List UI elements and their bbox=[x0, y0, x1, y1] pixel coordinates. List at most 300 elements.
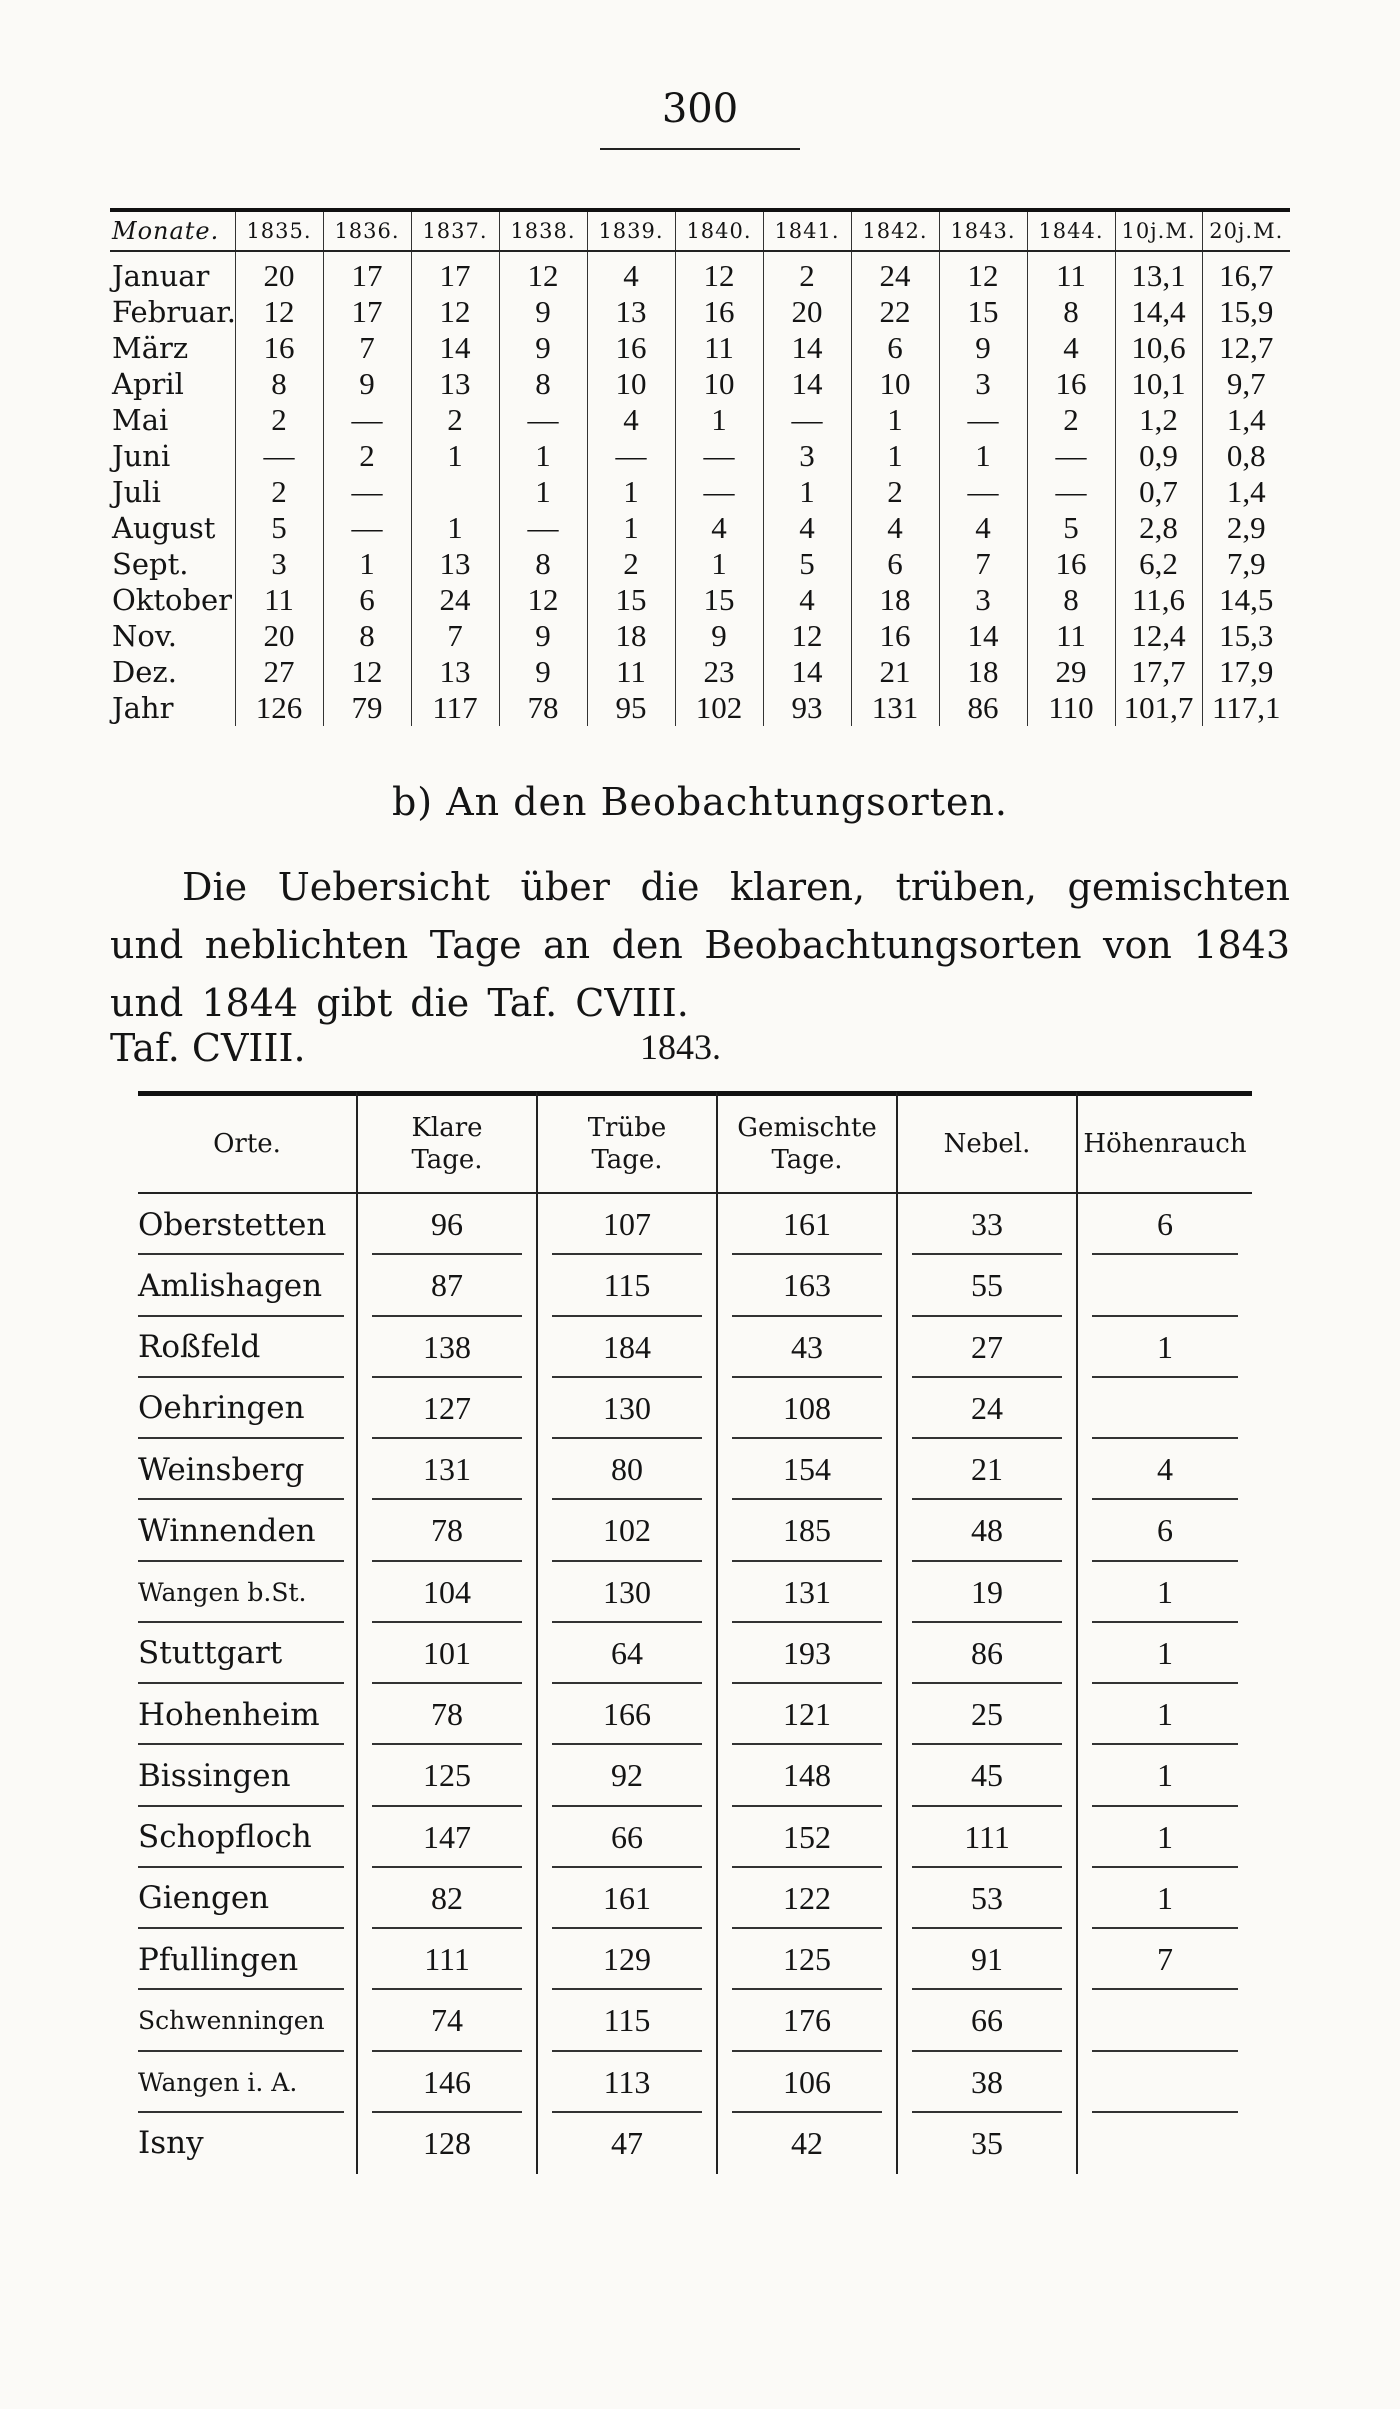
monthly-value-cell: 8 bbox=[1027, 582, 1115, 618]
monthly-value-cell: — bbox=[235, 438, 323, 474]
monthly-value-cell: 12 bbox=[939, 251, 1027, 294]
station-value-cell bbox=[536, 1929, 716, 1990]
station-value-cell bbox=[896, 1990, 1076, 2051]
monthly-value-cell: 1 bbox=[851, 402, 939, 438]
monthly-value-cell: 17 bbox=[411, 251, 499, 294]
monthly-value-cell: 7 bbox=[323, 330, 411, 366]
station-value-text: 113 bbox=[603, 2063, 651, 2100]
station-value-cell bbox=[896, 1929, 1076, 1990]
station-value-text: 53 bbox=[971, 1879, 1003, 1916]
stations-table-body bbox=[138, 1194, 1252, 2174]
monthly-value-cell: 9 bbox=[499, 654, 587, 690]
monthly-value-cell: 4 bbox=[587, 251, 675, 294]
station-value-text: 115 bbox=[603, 1267, 651, 1304]
monthly-value-cell: 23 bbox=[675, 654, 763, 690]
monthly-row bbox=[110, 546, 1290, 582]
monthly-value-cell: 12 bbox=[763, 618, 851, 654]
station-value-text: 24 bbox=[971, 1389, 1003, 1426]
monthly-header-cell: 1842. bbox=[851, 210, 939, 251]
monthly-value-cell: 1 bbox=[411, 438, 499, 474]
month-label: Oktober bbox=[112, 583, 233, 617]
station-value-cell bbox=[1076, 1623, 1252, 1684]
station-value-text: 21 bbox=[971, 1451, 1003, 1488]
monthly-value-cell: 16 bbox=[675, 294, 763, 330]
station-name-text: Roßfeld bbox=[138, 1329, 261, 1366]
monthly-value-cell: 0,9 bbox=[1115, 438, 1202, 474]
station-row bbox=[138, 1378, 1252, 1439]
station-value-text: 7 bbox=[1157, 1941, 1173, 1978]
monthly-value-cell: 79 bbox=[323, 690, 411, 726]
monthly-value-cell: 14,4 bbox=[1115, 294, 1202, 330]
monthly-value-cell: 1,4 bbox=[1202, 402, 1290, 438]
station-value-cell bbox=[536, 1255, 716, 1316]
station-value-cell bbox=[716, 1990, 896, 2051]
month-label: August bbox=[112, 511, 216, 545]
monthly-value-cell: 3 bbox=[939, 366, 1027, 402]
station-name-text: Schopfloch bbox=[138, 1819, 312, 1856]
monthly-value-cell: — bbox=[323, 474, 411, 510]
stations-header-cell: Nebel. bbox=[896, 1091, 1076, 1194]
monthly-value-cell: 8 bbox=[499, 546, 587, 582]
monthly-value-cell: 14 bbox=[763, 366, 851, 402]
station-value-cell bbox=[716, 1378, 896, 1439]
monthly-header-cell: 1840. bbox=[675, 210, 763, 251]
stations-header-cell bbox=[716, 1091, 896, 1194]
station-value-cell bbox=[896, 1868, 1076, 1929]
month-label: Januar bbox=[112, 259, 210, 293]
monthly-row bbox=[110, 402, 1290, 438]
station-row bbox=[138, 1255, 1252, 1316]
monthly-value-cell: 1 bbox=[763, 474, 851, 510]
monthly-row bbox=[110, 654, 1290, 690]
station-value-cell bbox=[356, 1378, 536, 1439]
monthly-table bbox=[110, 208, 1290, 726]
station-value-text: 80 bbox=[611, 1451, 643, 1488]
station-value-text: 102 bbox=[603, 1512, 651, 1549]
station-value-text: 66 bbox=[971, 2002, 1003, 2039]
station-value-cell bbox=[716, 1439, 896, 1500]
station-row bbox=[138, 1194, 1252, 1255]
monthly-value-cell: 1,4 bbox=[1202, 474, 1290, 510]
monthly-value-cell: 5 bbox=[763, 546, 851, 582]
station-name bbox=[138, 1807, 356, 1868]
monthly-value-cell: — bbox=[1027, 474, 1115, 510]
station-name-text: Isny bbox=[138, 2125, 204, 2162]
monthly-value-cell: 18 bbox=[939, 654, 1027, 690]
station-row bbox=[138, 1990, 1252, 2051]
station-value-text: 1 bbox=[1157, 1818, 1173, 1855]
monthly-value-cell: 11 bbox=[675, 330, 763, 366]
station-value-cell bbox=[536, 1562, 716, 1623]
monthly-value-cell: — bbox=[1027, 438, 1115, 474]
monthly-row bbox=[110, 510, 1290, 546]
station-name bbox=[138, 1684, 356, 1745]
station-row bbox=[138, 1562, 1252, 1623]
intro-paragraph: Die Uebersicht über die klaren, trüben, gemischten und neblichten Tage an den Beobachtungsorten von 1843 und 1844 gibt die Taf. CVIII. bbox=[110, 865, 1290, 1025]
station-value-cell bbox=[896, 1500, 1076, 1561]
station-value-cell bbox=[716, 1623, 896, 1684]
monthly-value-cell: 16 bbox=[1027, 366, 1115, 402]
station-value-cell bbox=[356, 1562, 536, 1623]
station-name bbox=[138, 1990, 356, 2051]
station-row bbox=[138, 2052, 1252, 2113]
monthly-value-cell: 22 bbox=[851, 294, 939, 330]
monthly-value-cell: 2 bbox=[235, 402, 323, 438]
station-value-text: 55 bbox=[971, 1267, 1003, 1304]
monthly-value-cell: 29 bbox=[1027, 654, 1115, 690]
station-row bbox=[138, 1317, 1252, 1378]
monthly-header-cell: 1844. bbox=[1027, 210, 1115, 251]
month-label: Juni bbox=[112, 439, 171, 473]
month-label: Dez. bbox=[112, 655, 177, 689]
station-value-cell bbox=[536, 1990, 716, 2051]
station-value-text: 6 bbox=[1157, 1512, 1173, 1549]
monthly-value-cell: 6 bbox=[851, 330, 939, 366]
station-value-text: 47 bbox=[611, 2124, 643, 2161]
station-value-text: 193 bbox=[783, 1634, 831, 1671]
station-value-cell bbox=[536, 1500, 716, 1561]
month-label: Februar. bbox=[112, 295, 236, 329]
monthly-value-cell: 4 bbox=[1027, 330, 1115, 366]
monthly-value-cell: 3 bbox=[763, 438, 851, 474]
month-label: April bbox=[112, 367, 184, 401]
station-value-cell bbox=[1076, 1255, 1252, 1316]
station-value-text: 121 bbox=[783, 1696, 831, 1733]
stations-header-label: Orte. bbox=[138, 1091, 356, 1194]
station-value-text: 106 bbox=[783, 2063, 831, 2100]
station-value-cell bbox=[1076, 1378, 1252, 1439]
monthly-value-cell: 1 bbox=[323, 546, 411, 582]
monthly-value-cell: 9 bbox=[499, 330, 587, 366]
station-value-text: 82 bbox=[431, 1879, 463, 1916]
monthly-value-cell: 11 bbox=[1027, 618, 1115, 654]
monthly-value-cell bbox=[411, 474, 499, 510]
monthly-value-cell: 3 bbox=[235, 546, 323, 582]
monthly-value-cell: 93 bbox=[763, 690, 851, 726]
station-value-cell bbox=[356, 1194, 536, 1255]
station-value-text: 131 bbox=[783, 1573, 831, 1610]
monthly-value-cell: 12 bbox=[323, 654, 411, 690]
header-word: Tage. bbox=[591, 1145, 663, 1175]
station-name-text: Winnenden bbox=[138, 1512, 316, 1549]
station-value-text: 6 bbox=[1157, 1206, 1173, 1243]
monthly-value-cell: 11 bbox=[1027, 251, 1115, 294]
station-value-text: 91 bbox=[971, 1941, 1003, 1978]
station-row bbox=[138, 1807, 1252, 1868]
monthly-value-cell: 17 bbox=[323, 251, 411, 294]
monthly-value-cell: 1 bbox=[499, 474, 587, 510]
monthly-value-cell: 13 bbox=[587, 294, 675, 330]
header-word: Gemischte bbox=[737, 1113, 877, 1143]
station-value-text: 1 bbox=[1157, 1879, 1173, 1916]
monthly-value-cell: 4 bbox=[763, 510, 851, 546]
monthly-row bbox=[110, 690, 1290, 726]
station-value-text: 184 bbox=[603, 1328, 651, 1365]
station-value-text: 35 bbox=[971, 2124, 1003, 2161]
station-value-cell bbox=[1076, 2052, 1252, 2113]
monthly-value-cell: 101,7 bbox=[1115, 690, 1202, 726]
station-value-cell bbox=[896, 1317, 1076, 1378]
station-value-cell bbox=[896, 2113, 1076, 2174]
monthly-value-cell: 15 bbox=[939, 294, 1027, 330]
station-value-cell bbox=[896, 1255, 1076, 1316]
station-value-text: 146 bbox=[423, 2063, 471, 2100]
station-value-cell bbox=[896, 1378, 1076, 1439]
monthly-value-cell: 14,5 bbox=[1202, 582, 1290, 618]
monthly-value-cell: 10 bbox=[851, 366, 939, 402]
monthly-value-cell: 14 bbox=[763, 330, 851, 366]
monthly-header-cell: 1837. bbox=[411, 210, 499, 251]
station-value-text: 78 bbox=[431, 1512, 463, 1549]
station-row bbox=[138, 1684, 1252, 1745]
monthly-value-cell: 24 bbox=[411, 582, 499, 618]
monthly-value-cell: 95 bbox=[587, 690, 675, 726]
monthly-value-cell: 9 bbox=[499, 294, 587, 330]
monthly-value-cell: 10,1 bbox=[1115, 366, 1202, 402]
monthly-header-cell: 20j.M. bbox=[1202, 210, 1290, 251]
station-name bbox=[138, 1255, 356, 1316]
monthly-value-cell: 2 bbox=[411, 402, 499, 438]
station-value-cell bbox=[896, 1745, 1076, 1806]
station-name-text: Oberstetten bbox=[138, 1206, 327, 1243]
station-row bbox=[138, 1929, 1252, 1990]
monthly-value-cell: 2 bbox=[323, 438, 411, 474]
page-number-rule bbox=[600, 148, 800, 150]
monthly-value-cell: 14 bbox=[939, 618, 1027, 654]
station-value-cell bbox=[536, 2113, 716, 2174]
station-value-cell bbox=[536, 1439, 716, 1500]
station-name-text: Amlishagen bbox=[138, 1267, 323, 1304]
month-label: März bbox=[112, 331, 189, 365]
station-value-text: 66 bbox=[611, 1818, 643, 1855]
monthly-value-cell: 17 bbox=[323, 294, 411, 330]
station-value-cell bbox=[896, 1439, 1076, 1500]
station-value-cell bbox=[356, 1745, 536, 1806]
station-value-text: 154 bbox=[783, 1451, 831, 1488]
station-value-text: 27 bbox=[971, 1328, 1003, 1365]
station-value-text: 163 bbox=[783, 1267, 831, 1304]
station-value-text: 45 bbox=[971, 1757, 1003, 1794]
monthly-value-cell: 4 bbox=[939, 510, 1027, 546]
monthly-value-cell: 7 bbox=[411, 618, 499, 654]
station-value-cell bbox=[536, 1868, 716, 1929]
monthly-value-cell: 12 bbox=[499, 582, 587, 618]
monthly-value-cell: 117 bbox=[411, 690, 499, 726]
monthly-value-cell: 12 bbox=[499, 251, 587, 294]
monthly-value-cell: 16 bbox=[235, 330, 323, 366]
station-name bbox=[138, 1317, 356, 1378]
monthly-value-cell: 131 bbox=[851, 690, 939, 726]
station-value-cell bbox=[896, 1562, 1076, 1623]
station-value-cell bbox=[1076, 1562, 1252, 1623]
station-value-cell bbox=[716, 1562, 896, 1623]
monthly-value-cell: 4 bbox=[675, 510, 763, 546]
station-value-cell bbox=[536, 1684, 716, 1745]
monthly-value-cell: 20 bbox=[235, 618, 323, 654]
monthly-value-cell: 10 bbox=[675, 366, 763, 402]
monthly-value-cell: 24 bbox=[851, 251, 939, 294]
monthly-value-cell: 16 bbox=[587, 330, 675, 366]
monthly-value-cell: 11,6 bbox=[1115, 582, 1202, 618]
monthly-row bbox=[110, 582, 1290, 618]
station-name-text: Giengen bbox=[138, 1880, 270, 1917]
station-value-text: 1 bbox=[1157, 1328, 1173, 1365]
station-value-text: 111 bbox=[424, 1941, 470, 1978]
station-value-text: 64 bbox=[611, 1634, 643, 1671]
monthly-row bbox=[110, 294, 1290, 330]
monthly-value-cell: — bbox=[675, 474, 763, 510]
monthly-value-cell: 8 bbox=[235, 366, 323, 402]
station-value-text: 130 bbox=[603, 1573, 651, 1610]
station-value-cell bbox=[536, 1807, 716, 1868]
monthly-value-cell: 1,2 bbox=[1115, 402, 1202, 438]
monthly-row bbox=[110, 474, 1290, 510]
monthly-table-header-row bbox=[110, 210, 1290, 251]
station-name-text: Weinsberg bbox=[138, 1451, 305, 1488]
station-value-cell bbox=[356, 1439, 536, 1500]
monthly-header-cell: 1839. bbox=[587, 210, 675, 251]
monthly-value-cell: 16 bbox=[851, 618, 939, 654]
station-value-cell bbox=[536, 2052, 716, 2113]
page-number: 300 bbox=[661, 86, 739, 132]
station-value-cell bbox=[716, 1745, 896, 1806]
station-row bbox=[138, 1623, 1252, 1684]
station-value-cell bbox=[356, 1868, 536, 1929]
month-label: Sept. bbox=[112, 547, 189, 581]
monthly-value-cell: 6 bbox=[323, 582, 411, 618]
monthly-value-cell: 13 bbox=[411, 546, 499, 582]
station-value-cell bbox=[716, 1929, 896, 1990]
monthly-header-cell: 1843. bbox=[939, 210, 1027, 251]
station-value-text: 161 bbox=[783, 1206, 831, 1243]
monthly-value-cell: 4 bbox=[587, 402, 675, 438]
monthly-value-cell: 14 bbox=[763, 654, 851, 690]
monthly-value-cell: 9 bbox=[499, 618, 587, 654]
monthly-value-cell: 13,1 bbox=[1115, 251, 1202, 294]
monthly-value-cell: 5 bbox=[1027, 510, 1115, 546]
station-value-cell bbox=[1076, 1500, 1252, 1561]
station-value-cell bbox=[356, 1623, 536, 1684]
monthly-value-cell: 86 bbox=[939, 690, 1027, 726]
station-value-cell bbox=[716, 1194, 896, 1255]
station-value-cell bbox=[716, 1684, 896, 1745]
station-value-cell bbox=[896, 2052, 1076, 2113]
stations-header-cell: Höhenrauch bbox=[1076, 1091, 1252, 1194]
station-value-text: 74 bbox=[431, 2002, 463, 2039]
station-value-text: 131 bbox=[423, 1451, 471, 1488]
monthly-value-cell: 102 bbox=[675, 690, 763, 726]
monthly-value-cell: 117,1 bbox=[1202, 690, 1290, 726]
station-row bbox=[138, 1745, 1252, 1806]
station-value-text: 130 bbox=[603, 1389, 651, 1426]
station-value-text: 125 bbox=[423, 1757, 471, 1794]
monthly-table-body bbox=[110, 251, 1290, 726]
monthly-value-cell: 2,8 bbox=[1115, 510, 1202, 546]
station-value-cell bbox=[356, 1317, 536, 1378]
station-value-cell bbox=[1076, 1317, 1252, 1378]
monthly-value-cell: 110 bbox=[1027, 690, 1115, 726]
monthly-value-cell: 2,9 bbox=[1202, 510, 1290, 546]
monthly-value-cell: 17,7 bbox=[1115, 654, 1202, 690]
station-name-text: Pfullingen bbox=[138, 1941, 299, 1978]
station-value-cell bbox=[716, 2113, 896, 2174]
monthly-value-cell: — bbox=[675, 438, 763, 474]
station-value-cell bbox=[716, 1868, 896, 1929]
monthly-value-cell: 4 bbox=[763, 582, 851, 618]
station-value-text: 122 bbox=[783, 1879, 831, 1916]
table-caption-year: 1843. bbox=[640, 1027, 721, 1067]
station-value-cell bbox=[716, 1317, 896, 1378]
station-name bbox=[138, 1868, 356, 1929]
station-row bbox=[138, 1500, 1252, 1561]
monthly-value-cell: 17,9 bbox=[1202, 654, 1290, 690]
monthly-value-cell: 15 bbox=[587, 582, 675, 618]
monthly-value-cell: — bbox=[499, 402, 587, 438]
station-value-cell bbox=[716, 1500, 896, 1561]
monthly-value-cell: 13 bbox=[411, 366, 499, 402]
month-label: Juli bbox=[112, 475, 161, 509]
month-label: Nov. bbox=[112, 619, 177, 653]
station-value-text: 1 bbox=[1157, 1696, 1173, 1733]
station-value-cell bbox=[356, 1500, 536, 1561]
monthly-value-cell: 12 bbox=[411, 294, 499, 330]
monthly-value-cell: 1 bbox=[411, 510, 499, 546]
station-name bbox=[138, 1929, 356, 1990]
monthly-value-cell: — bbox=[939, 474, 1027, 510]
station-name-text: Oehringen bbox=[138, 1390, 305, 1427]
station-value-cell bbox=[716, 1807, 896, 1868]
section-heading: b) An den Beobachtungsorten. bbox=[391, 780, 1009, 824]
station-value-text: 108 bbox=[783, 1389, 831, 1426]
station-name-text: Bissingen bbox=[138, 1757, 291, 1794]
monthly-value-cell: 18 bbox=[851, 582, 939, 618]
station-value-text: 176 bbox=[783, 2002, 831, 2039]
header-word: Tage. bbox=[771, 1145, 843, 1175]
station-value-cell bbox=[536, 1623, 716, 1684]
station-value-text: 127 bbox=[423, 1389, 471, 1426]
station-name bbox=[138, 2052, 356, 2113]
monthly-value-cell: 1 bbox=[851, 438, 939, 474]
monthly-value-cell: 10 bbox=[587, 366, 675, 402]
monthly-value-cell: 4 bbox=[851, 510, 939, 546]
monthly-value-cell: 16,7 bbox=[1202, 251, 1290, 294]
station-value-cell bbox=[1076, 2113, 1252, 2174]
monthly-header-cell: 1836. bbox=[323, 210, 411, 251]
monthly-value-cell: — bbox=[323, 402, 411, 438]
station-value-text: 152 bbox=[783, 1818, 831, 1855]
monthly-value-cell: 15 bbox=[675, 582, 763, 618]
station-value-cell bbox=[896, 1194, 1076, 1255]
station-value-cell bbox=[1076, 1194, 1252, 1255]
station-name bbox=[138, 1623, 356, 1684]
monthly-value-cell: — bbox=[499, 510, 587, 546]
monthly-value-cell: 0,8 bbox=[1202, 438, 1290, 474]
monthly-value-cell: 12 bbox=[235, 294, 323, 330]
station-value-cell bbox=[1076, 1745, 1252, 1806]
station-value-cell bbox=[1076, 1807, 1252, 1868]
monthly-value-cell: — bbox=[323, 510, 411, 546]
station-value-cell bbox=[356, 1684, 536, 1745]
station-value-text: 25 bbox=[971, 1696, 1003, 1733]
station-name bbox=[138, 1562, 356, 1623]
station-name bbox=[138, 1500, 356, 1561]
station-value-text: 107 bbox=[603, 1206, 651, 1243]
station-name-text: Stuttgart bbox=[138, 1635, 283, 1672]
monthly-value-cell: 21 bbox=[851, 654, 939, 690]
station-value-cell bbox=[356, 1255, 536, 1316]
monthly-value-cell: 14 bbox=[411, 330, 499, 366]
monthly-value-cell: 126 bbox=[235, 690, 323, 726]
